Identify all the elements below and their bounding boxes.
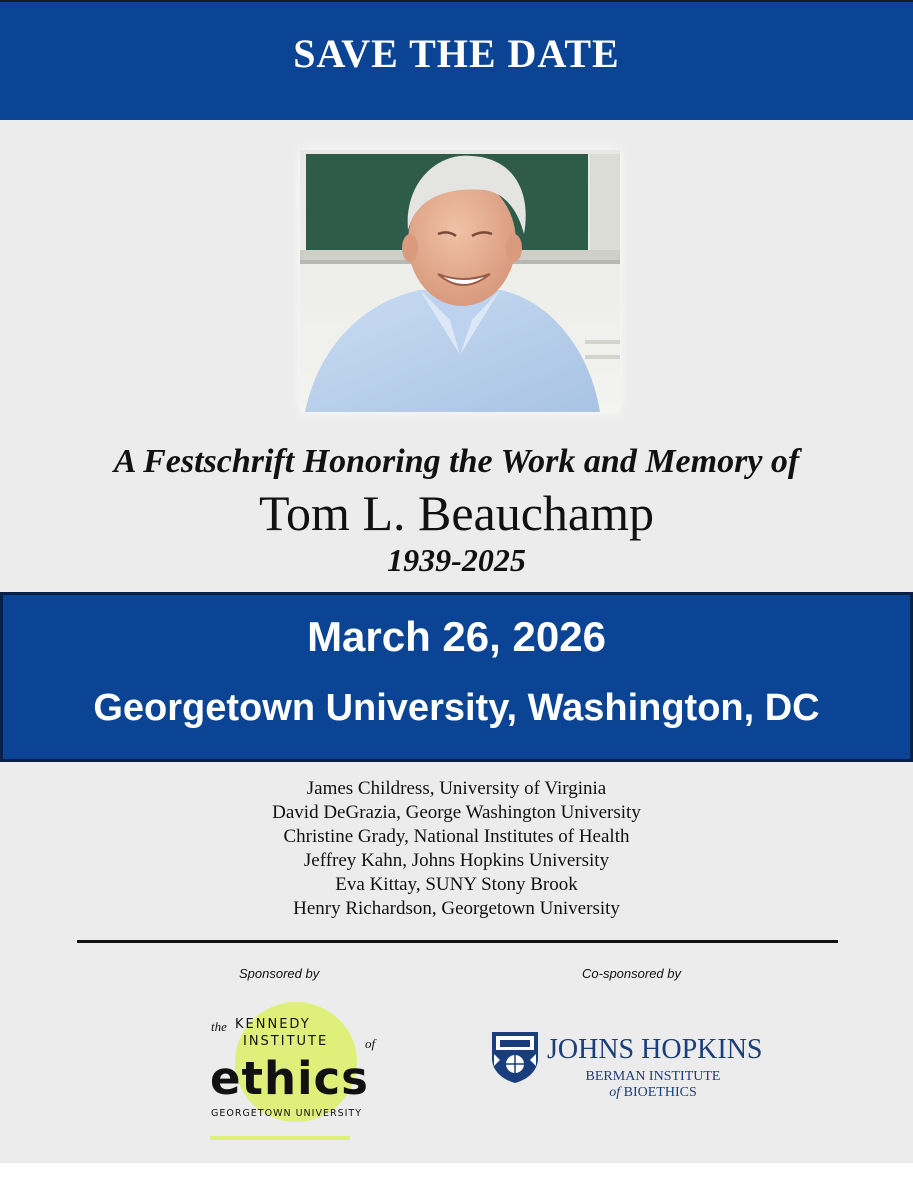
johns-hopkins-logo	[490, 1030, 770, 1110]
kennedy-logo-underline	[210, 1136, 350, 1140]
kennedy-logo-line2: INSTITUTE	[243, 1034, 329, 1049]
hopkins-subtitle-line1: BERMAN INSTITUTE	[585, 1069, 721, 1084]
speaker-item: Jeffrey Kahn, Johns Hopkins University	[303, 850, 610, 871]
hopkins-subtitle	[578, 1069, 728, 1101]
hopkins-subtitle-line2	[578, 1085, 728, 1101]
speaker-item: Henry Richardson, Georgetown University	[293, 898, 620, 919]
speaker-list	[0, 777, 913, 921]
speaker-item: James Childress, University of Virginia	[306, 778, 607, 799]
honoree-name: Tom L. Beauchamp	[259, 485, 654, 541]
kennedy-logo-line1: KENNEDY	[235, 1017, 311, 1032]
speaker-item: David DeGrazia, George Washington University	[272, 802, 641, 823]
event-venue: Georgetown University, Washington, DC	[93, 687, 820, 729]
kennedy-logo-the: the	[211, 1019, 227, 1034]
hopkins-of: of	[609, 1085, 621, 1100]
header-title: SAVE THE DATE	[293, 31, 620, 76]
cosponsored-by-label: Co-sponsored by	[582, 966, 681, 981]
portrait-photo	[300, 150, 620, 412]
hopkins-bioethics: BIOETHICS	[623, 1085, 697, 1100]
kennedy-logo-of: of	[365, 1036, 376, 1051]
event-date: March 26, 2026	[307, 613, 606, 660]
kennedy-logo-university: GEORGETOWN UNIVERSITY	[211, 1108, 363, 1119]
sponsored-by-label: Sponsored by	[239, 966, 320, 981]
bottom-strip	[0, 1163, 913, 1180]
divider-rule	[77, 940, 838, 943]
speaker-item: Christine Grady, National Institutes of Health	[283, 826, 630, 847]
honoree-years: 1939-2025	[387, 542, 526, 578]
portrait-image	[300, 150, 620, 412]
date-venue-band	[0, 592, 913, 762]
header-band	[0, 2, 913, 120]
kennedy-institute-logo	[205, 1000, 385, 1145]
speaker-item: Eva Kittay, SUNY Stony Brook	[335, 874, 578, 895]
kennedy-logo-ethics: ethics	[210, 1052, 369, 1105]
festschrift-subtitle: A Festschrift Honoring the Work and Memory of	[113, 443, 800, 480]
shield-icon	[490, 1030, 540, 1084]
hopkins-name: JOHNS HOPKINS	[547, 1034, 763, 1065]
